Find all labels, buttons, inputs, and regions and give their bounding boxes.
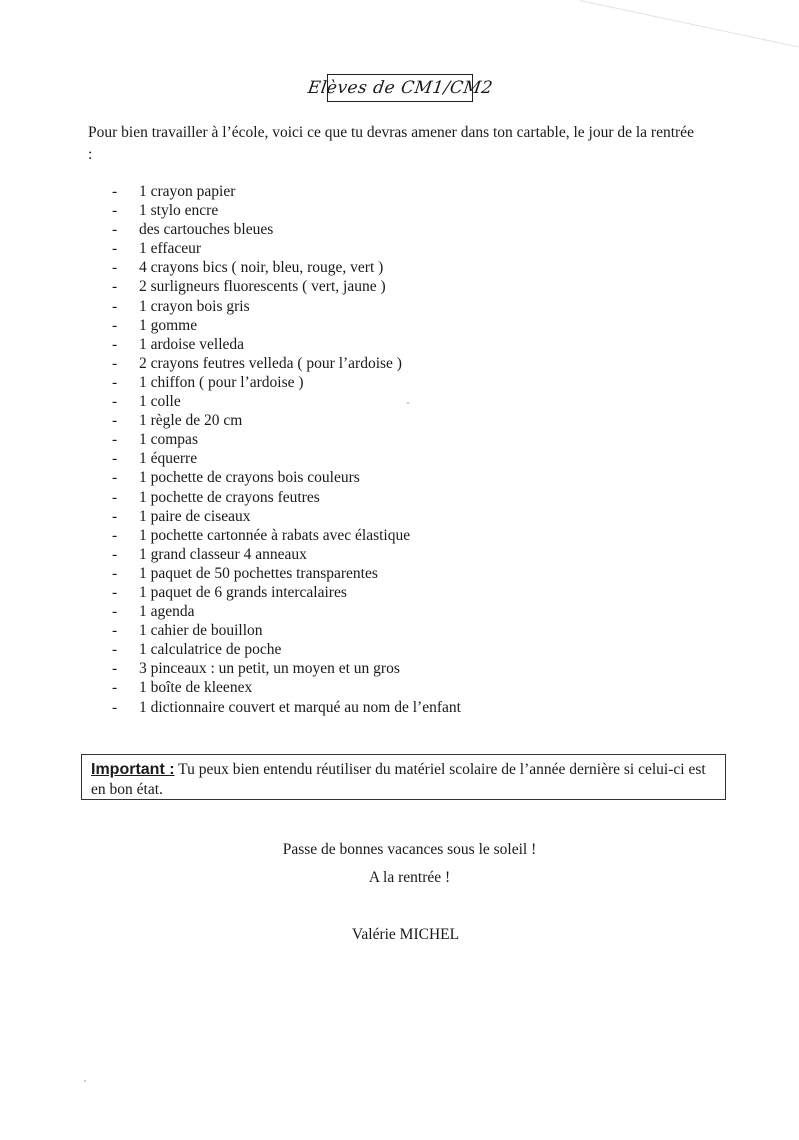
title-box <box>306 74 494 102</box>
list-item <box>112 621 672 640</box>
supply-list <box>112 182 672 717</box>
list-item-text: 2 surligneurs fluorescents ( vert, jaune ) <box>139 278 386 296</box>
list-bullet: - <box>112 450 118 468</box>
list-bullet: - <box>112 660 118 678</box>
list-item-text: 1 calculatrice de poche <box>139 641 282 659</box>
list-item <box>112 678 672 697</box>
list-item <box>112 488 672 507</box>
closing-vacances: Passe de bonnes vacances sous le soleil ! <box>282 841 537 858</box>
list-item-text: 1 pochette de crayons feutres <box>139 488 320 506</box>
list-item-text: 1 cahier de bouillon <box>139 622 263 640</box>
list-item-text: 1 paquet de 6 grands intercalaires <box>139 583 347 601</box>
list-bullet: - <box>112 583 118 601</box>
list-item-text: 1 ardoise velleda <box>139 335 245 353</box>
list-item <box>112 468 672 487</box>
list-item <box>112 411 672 430</box>
list-item-text: 3 pinceaux : un petit, un moyen et un gros <box>139 660 400 678</box>
list-bullet: - <box>112 469 118 487</box>
list-bullet: - <box>112 259 118 277</box>
list-item-text: 4 crayons bics ( noir, bleu, rouge, vert ) <box>139 259 384 277</box>
list-item <box>112 545 672 564</box>
list-item-text: 1 colle <box>139 393 181 411</box>
list-bullet: - <box>112 335 118 353</box>
list-item <box>112 220 672 239</box>
list-item-text: 1 pochette cartonnée à rabats avec élastique <box>139 526 411 544</box>
list-bullet: - <box>112 202 118 220</box>
list-item <box>112 698 672 717</box>
list-bullet: - <box>112 564 118 582</box>
list-item <box>112 373 672 392</box>
list-item <box>112 277 672 296</box>
list-bullet: - <box>112 316 118 334</box>
list-bullet: - <box>112 373 118 391</box>
list-bullet: - <box>112 297 118 315</box>
list-item-text: 1 pochette de crayons bois couleurs <box>139 469 360 487</box>
list-bullet: - <box>112 622 118 640</box>
list-item-text: 1 chiffon ( pour l’ardoise ) <box>139 373 304 391</box>
list-bullet: - <box>112 354 118 372</box>
list-bullet: - <box>112 603 118 621</box>
list-item <box>112 449 672 468</box>
page-title: Elèves de CM1/CM2 <box>306 78 494 98</box>
list-item <box>112 297 672 316</box>
list-bullet: - <box>112 679 118 697</box>
list-item <box>112 354 672 373</box>
list-item <box>112 335 672 354</box>
list-item-text: 1 règle de 20 cm <box>139 412 243 430</box>
list-item-text: 1 gomme <box>139 316 198 334</box>
list-bullet: - <box>112 507 118 525</box>
list-item-text: 1 boîte de kleenex <box>139 679 253 697</box>
signature: Valérie MICHEL <box>351 926 460 943</box>
list-item <box>112 201 672 220</box>
list-item <box>112 239 672 258</box>
list-item <box>112 583 672 602</box>
intro-paragraph: Pour bien travailler à l’école, voici ce que tu devras amener dans ton cartable, le jour de la rentrée : <box>88 124 694 163</box>
scan-speck <box>84 1080 86 1082</box>
list-item-text: des cartouches bleues <box>139 221 274 239</box>
important-label: Important : <box>91 761 175 778</box>
list-item <box>112 507 672 526</box>
list-bullet: - <box>112 488 118 506</box>
important-text: Tu peux bien entendu réutiliser du matériel scolaire de l’année dernière si celui-ci est en bon état. <box>91 761 706 798</box>
list-item <box>112 258 672 277</box>
list-item-text: 1 crayon papier <box>139 183 236 200</box>
list-item <box>112 392 672 411</box>
list-bullet: - <box>112 240 118 258</box>
important-box <box>81 754 726 800</box>
list-bullet: - <box>112 412 118 430</box>
list-item <box>112 640 672 659</box>
closing-rentree: A la rentrée ! <box>368 869 451 886</box>
list-item-text: 1 équerre <box>139 450 198 468</box>
list-item-text: 1 effaceur <box>139 240 202 258</box>
list-bullet: - <box>112 698 118 716</box>
list-item <box>112 564 672 583</box>
scan-artifact-line <box>565 0 799 117</box>
list-item-text: 1 dictionnaire couvert et marqué au nom de l’enfant <box>139 698 461 716</box>
list-item-text: 1 stylo encre <box>139 202 219 220</box>
list-item <box>112 602 672 621</box>
list-bullet: - <box>112 431 118 449</box>
list-bullet: - <box>112 526 118 544</box>
list-item-text: 1 paquet de 50 pochettes transparentes <box>139 564 378 582</box>
list-bullet: - <box>112 183 118 200</box>
list-bullet: - <box>112 221 118 239</box>
list-item-text: 1 agenda <box>139 603 195 621</box>
list-item-text: 2 crayons feutres velleda ( pour l’ardoise ) <box>139 354 402 372</box>
list-bullet: - <box>112 278 118 296</box>
list-item-text: 1 crayon bois gris <box>139 297 250 315</box>
list-item <box>112 659 672 678</box>
list-bullet: - <box>112 393 118 411</box>
list-item <box>112 316 672 335</box>
list-bullet: - <box>112 545 118 563</box>
list-item <box>112 526 672 545</box>
list-bullet: - <box>112 641 118 659</box>
list-item-text: 1 paire de ciseaux <box>139 507 251 525</box>
list-item-text: 1 grand classeur 4 anneaux <box>139 545 307 563</box>
list-item <box>112 182 672 201</box>
list-item <box>112 430 672 449</box>
list-item-text: 1 compas <box>139 431 198 449</box>
